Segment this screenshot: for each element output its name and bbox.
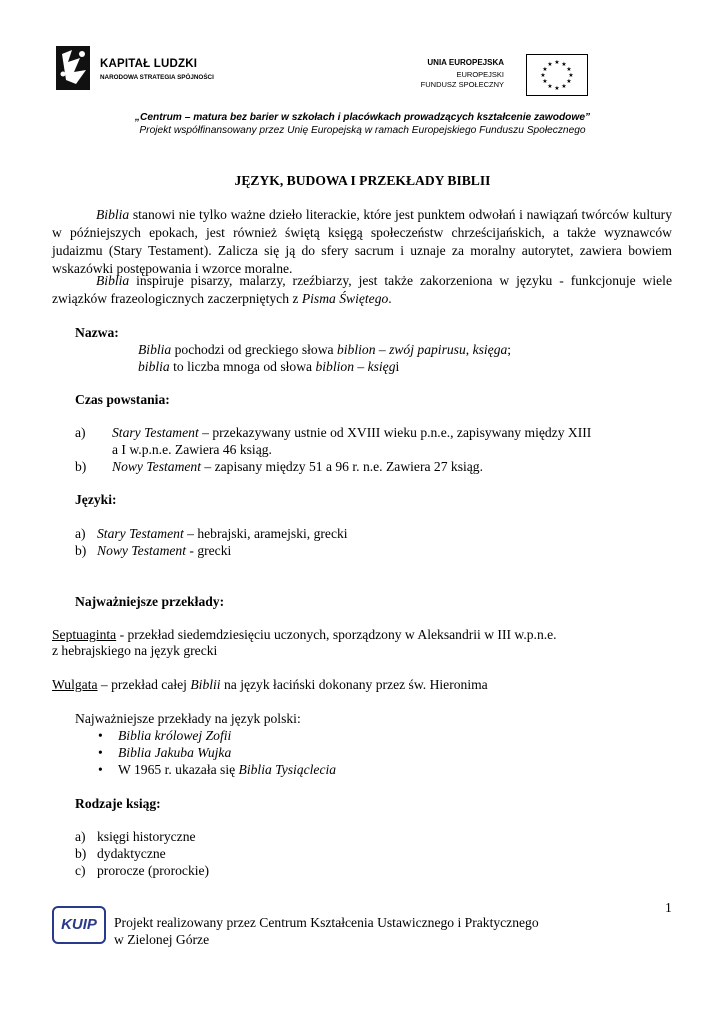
list-item [0, 761, 725, 779]
polish-item-1: Biblia królowej Zofii [118, 728, 232, 743]
svg-text:★: ★ [542, 66, 548, 73]
przeklady-heading: Najważniejsze przekłady: [75, 594, 225, 609]
intro-source: Pisma Świętego [301, 291, 389, 306]
jezyki-a-marker: a) [75, 526, 86, 541]
bullet-icon: • [98, 745, 103, 760]
polish-intro: Najważniejsze przekłady na język polski: [75, 711, 301, 726]
czas-heading: Czas powstania: [75, 392, 170, 407]
polish-list [0, 727, 725, 781]
jezyki-b-text: - grecki [186, 543, 232, 558]
project-subtitle: Projekt współfinansowany przez Unię Europejską w ramach Europejskiego Funduszu Społecznego [139, 125, 586, 136]
wulgata-name: Wulgata [52, 677, 98, 692]
intro-paragraph-2 [52, 272, 672, 308]
polish-item-3-a: W 1965 r. ukazała się [118, 762, 239, 777]
nazwa-l2-a: biblia [138, 359, 170, 374]
nazwa-l1-a: Biblia [138, 342, 172, 357]
rodzaje-b-marker: b) [75, 846, 87, 861]
polish-item-3-b: Biblia Tysiąclecia [238, 762, 337, 777]
project-title: „Centrum – matura bez barier w szkołach i placówkach prowadzących kształcenie zawodowe” [134, 112, 591, 123]
eu-line3: FUNDUSZ SPOŁECZNY [420, 80, 504, 89]
list-item [0, 744, 725, 762]
kl-title: KAPITAŁ LUDZKI [100, 58, 198, 70]
nazwa-l1-c: biblion – zwój papirusu [336, 342, 466, 357]
kapital-ludzki-emblem-icon [54, 44, 94, 94]
svg-text:★: ★ [561, 83, 567, 90]
kl-subtitle: NARODOWA STRATEGIA SPÓJNOŚCI [100, 74, 214, 81]
intro-biblia-2: Biblia [96, 273, 130, 288]
intro-biblia-1: Biblia [96, 207, 130, 222]
intro-paragraph-1 [52, 206, 672, 278]
svg-text:★: ★ [542, 78, 548, 85]
polish-item-2: Biblia Jakuba Wujka [118, 745, 232, 760]
nazwa-l2-c: biblion – księg [315, 359, 396, 374]
svg-text:★: ★ [566, 78, 572, 85]
rodzaje-b-text: dydaktyczne [97, 846, 166, 861]
jezyki-a-text: – hebrajski, aramejski, grecki [183, 526, 348, 541]
nazwa-l2-b: to liczba mnoga od słowa [169, 359, 316, 374]
septuaginta-text-1: - przekład siedemdziesięciu uczonych, sporządzony w Aleksandrii w III w.p.n.e. [116, 627, 557, 642]
intro-text-2: inspiruje pisarzy, malarzy, rzeźbiarzy, jest także zakorzeniona w języku - funkcjonuje wiele związków frazeologicznych zaczerpniętych z [52, 273, 672, 306]
czas-b-text: – zapisany między 51 a 96 r. n.e. Zawiera 27 ksiąg. [201, 459, 483, 474]
wulgata-line [52, 676, 488, 694]
czas-a-line-1 [112, 424, 591, 442]
svg-text:★: ★ [568, 72, 574, 79]
jezyki-b-line [97, 542, 231, 560]
intro-text-1: stanowi nie tylko ważne dzieło literackie, które jest punktem odwołań i nawiązań twórców kultury w późniejszych epokach, jest również świętą księgą społeczeństw chrześcijańskich, a także wyznawców judaizmu (Stary Testament). Zalicza się ją do sfery sacrum i uznaje za moralny autorytet, zawiera bowiem wskazówki postępowania i wzorce moralne. [52, 207, 672, 276]
kapital-ludzki-logo [54, 44, 234, 94]
rodzaje-c-text: prorocze (prorockie) [97, 863, 210, 878]
rodzaje-heading: Rodzaje ksiąg: [75, 796, 161, 811]
nazwa-line-2 [138, 358, 399, 376]
czas-a-line-2: a I w.p.n.e. Zawiera 46 ksiąg. [112, 442, 272, 457]
list-item [0, 727, 725, 745]
svg-text:★: ★ [566, 66, 572, 73]
ckuip-logo [52, 906, 106, 944]
czas-b-name: Nowy Testament [112, 459, 201, 474]
page-title: JĘZYK, BUDOWA I PRZEKŁADY BIBLII [234, 173, 491, 188]
eu-line1: UNIA EUROPEJSKA [427, 58, 504, 67]
nazwa-l2-d: i [395, 359, 400, 374]
nazwa-line-1 [138, 341, 511, 359]
rodzaje-a-text: księgi historyczne [97, 829, 196, 844]
wulgata-italic: Biblii [190, 677, 221, 692]
intro-end: . [388, 291, 392, 306]
rodzaje-c-marker: c) [75, 863, 86, 878]
svg-text:★: ★ [547, 83, 553, 90]
eu-line2: EUROPEJSKI [456, 70, 504, 79]
svg-text:★: ★ [561, 61, 567, 68]
eu-logo [420, 54, 588, 96]
footer-line-1: Projekt realizowany przez Centrum Kształcenia Ustawicznego i Praktycznego [114, 915, 539, 930]
czas-a-text1: – przekazywany ustnie od XVIII wieku p.n.e., zapisywany między XIII [198, 425, 592, 440]
ckuip-logo-text: KUIP [61, 916, 97, 933]
nazwa-l1-f: ; [507, 342, 512, 357]
nazwa-heading: Nazwa: [75, 325, 119, 340]
polish-item-3 [118, 761, 336, 779]
jezyki-heading: Języki: [75, 492, 117, 507]
nazwa-l1-e: księga [472, 342, 508, 357]
eu-flag-icon [526, 54, 588, 96]
svg-text:★: ★ [540, 72, 546, 79]
septuaginta-line-2: z hebrajskiego na język grecki [52, 643, 218, 658]
jezyki-b-name: Nowy Testament [97, 543, 186, 558]
svg-text:★: ★ [554, 85, 560, 92]
czas-a-marker: a) [75, 425, 86, 440]
bullet-icon: • [98, 762, 103, 777]
czas-a-name: Stary Testament [112, 425, 199, 440]
jezyki-a-name: Stary Testament [97, 526, 184, 541]
footer-line-2: w Zielonej Górze [114, 932, 210, 947]
wulgata-text-1: – przekład całej [97, 677, 191, 692]
svg-text:★: ★ [547, 61, 553, 68]
jezyki-a-line [97, 525, 348, 543]
bullet-icon: • [98, 728, 103, 743]
nazwa-l1-d: , [465, 342, 473, 357]
czas-b-marker: b) [75, 459, 87, 474]
nazwa-l1-b: pochodzi od greckiego słowa [171, 342, 337, 357]
septuaginta-name: Septuaginta [52, 627, 117, 642]
jezyki-b-marker: b) [75, 543, 87, 558]
czas-b-line [112, 458, 483, 476]
svg-text:★: ★ [554, 59, 560, 66]
page-number: 1 [665, 900, 672, 915]
wulgata-text-2: na język łaciński dokonany przez św. Hieronima [220, 677, 488, 692]
rodzaje-a-marker: a) [75, 829, 86, 844]
